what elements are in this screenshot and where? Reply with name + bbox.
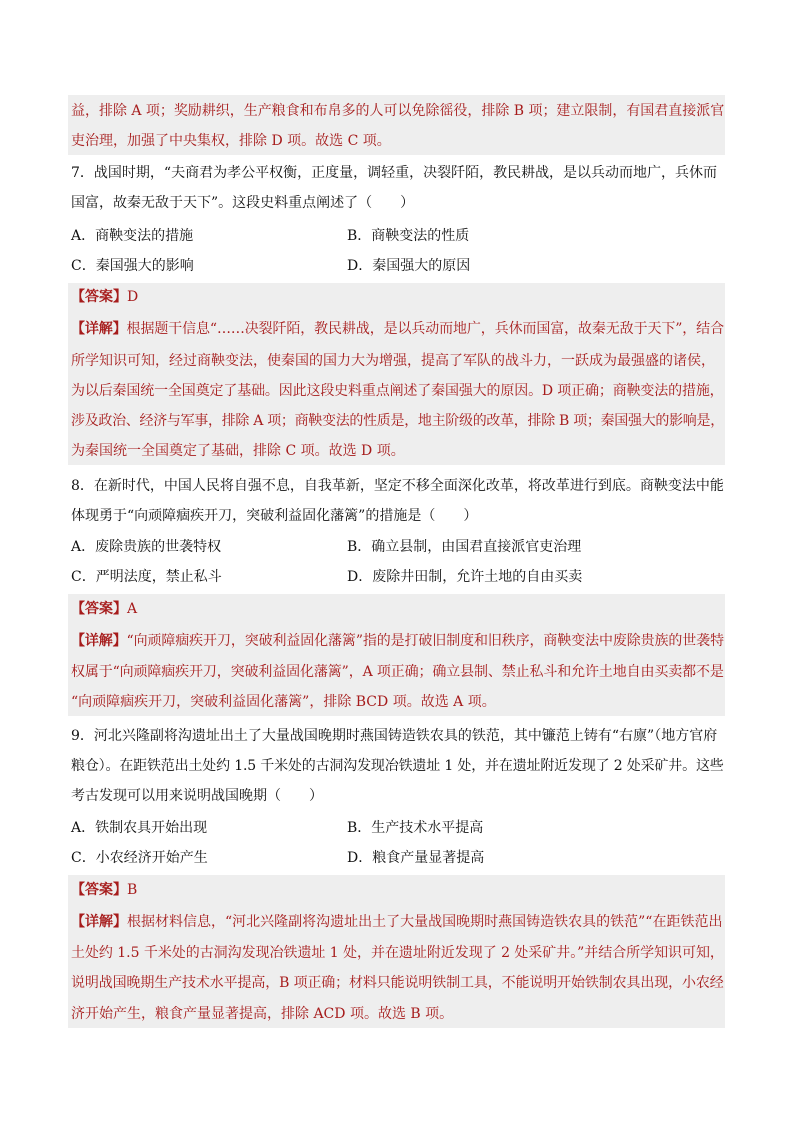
question-9-detail-line: 土处约 1.5 千米处的古洞沟发现冶铁遗址 1 处，并在遗址附近发现了 2 处采矿井。”并结合所学知识可知，	[71, 945, 724, 961]
question-8-option-c: C．严明法度，禁止私斗	[71, 569, 222, 585]
question-8-answer	[71, 600, 137, 618]
question-9-detail	[71, 913, 722, 931]
question-7-detail-line: 为以后秦国统一全国奠定了基础。因此这段史料重点阐述了秦国强大的原因。D 项正确；商鞅变法的措施，	[71, 383, 724, 399]
question-7-option-d: D．秦国强大的原因	[347, 258, 471, 274]
detail-text: 根据材料信息，“河北兴隆副将沟遗址出土了大量战国晚期时燕国铸造铁农具的铁范”“在距铁范出	[127, 914, 723, 930]
question-9-stem: 粮仓）。在距铁范出土处约 1.5 千米处的古洞沟发现冶铁遗址 1 处，并在遗址附近发现了 2 处采矿井。这些	[71, 758, 724, 774]
answer-label: 【答案】	[71, 289, 127, 305]
question-7-stem: 国富，故秦无敌于天下”。这段史料重点阐述了（ ）	[71, 195, 415, 211]
question-8-detail-line: “向顽障痼疾开刀，突破利益固化藩篱”，排除 BCD 项。故选 A 项。	[71, 694, 496, 710]
question-7-detail	[71, 320, 724, 338]
answer-label: 【答案】	[71, 601, 127, 617]
question-8-detail-line: 权属于“向顽障痼疾开刀，突破利益固化藩篱”，A 项正确；确立县制、禁止私斗和允许土地自由买卖都不是	[71, 664, 724, 680]
detail-label: 【详解】	[71, 914, 127, 930]
question-7-option-b: B．商鞅变法的性质	[347, 228, 470, 244]
question-8-option-a: A．废除贵族的世袭特权	[71, 539, 222, 555]
question-8-stem: 8．在新时代，中国人民将自强不息，自我革新，坚定不移全面深化改革，将改革进行到底。商鞅变法中能	[71, 478, 724, 494]
answer-value: A	[127, 601, 138, 617]
answer-value: B	[127, 882, 138, 898]
question-9-stem: 考古发现可以用来说明战国晚期（ ）	[71, 788, 323, 804]
answer-shade	[68, 283, 725, 465]
question-7-answer	[71, 288, 138, 306]
explanation-line: 益，排除 A 项；奖励耕织，生产粮食和布帛多的人可以免除徭役，排除 B 项；建立限制，有国君直接派官	[71, 103, 725, 119]
question-7-detail-line: 所学知识可知，经过商鞅变法，使秦国的国力大为增强，提高了军队的战斗力，一跃成为最强盛的诸侯，	[71, 353, 715, 369]
question-9-option-d: D．粮食产量显著提高	[347, 850, 485, 866]
detail-text: 根据题干信息“……决裂阡陌，教民耕战，是以兵动而地广，兵休而国富，故秦无敌于天下”，结合	[126, 321, 724, 337]
question-9-option-c: C．小农经济开始产生	[71, 850, 208, 866]
detail-text: “向顽障痼疾开刀，突破利益固化藩篱”指的是打破旧制度和旧秩序，商鞅变法中废除贵族的世袭特	[126, 633, 724, 649]
detail-label: 【详解】	[71, 321, 127, 337]
question-9-detail-line: 济开始产生，粮食产量显著提高，排除 ACD 项。故选 B 项。	[71, 1006, 454, 1022]
question-7-option-a: A．商鞅变法的措施	[71, 228, 194, 244]
question-7-option-c: C．秦国强大的影响	[71, 258, 194, 274]
question-7-detail-line: 为秦国统一全国奠定了基础，排除 C 项。故选 D 项。	[71, 443, 405, 459]
question-8-stem: 体现勇于“向顽障痼疾开刀，突破利益固化藩篱”的措施是（ ）	[71, 508, 478, 524]
question-8-option-d: D．废除井田制，允许土地的自由买卖	[347, 569, 583, 585]
detail-label: 【详解】	[71, 633, 127, 649]
explanation-line: 吏治理，加强了中央集权，排除 D 项。故选 C 项。	[71, 133, 391, 149]
question-9-stem: 9．河北兴隆副将沟遗址出土了大量战国晚期时燕国铸造铁农具的铁范，其中镰范上铸有“右廪”（地方官府	[71, 728, 718, 744]
question-7-detail-line: 涉及政治、经济与军事，排除 A 项；商鞅变法的性质是，地主阶级的改革，排除 B 项；秦国强大的影响是，	[71, 413, 724, 429]
question-8-option-b: B．确立县制，由国君直接派官吏治理	[347, 539, 582, 555]
question-8-detail	[71, 632, 724, 650]
answer-value: D	[127, 289, 139, 305]
question-7-stem: 7．战国时期，“夫商君为孝公平权衡，正度量，调轻重，决裂阡陌，教民耕战，是以兵动而地广，兵休而	[71, 165, 718, 181]
question-9-answer	[71, 881, 137, 899]
question-9-option-b: B．生产技术水平提高	[347, 820, 484, 836]
answer-label: 【答案】	[71, 882, 127, 898]
question-9-option-a: A．铁制农具开始出现	[71, 820, 208, 836]
question-9-detail-line: 说明战国晚期生产技术水平提高，B 项正确；材料只能说明铁制工具，不能说明开始铁制农具出现，小农经	[71, 975, 724, 991]
